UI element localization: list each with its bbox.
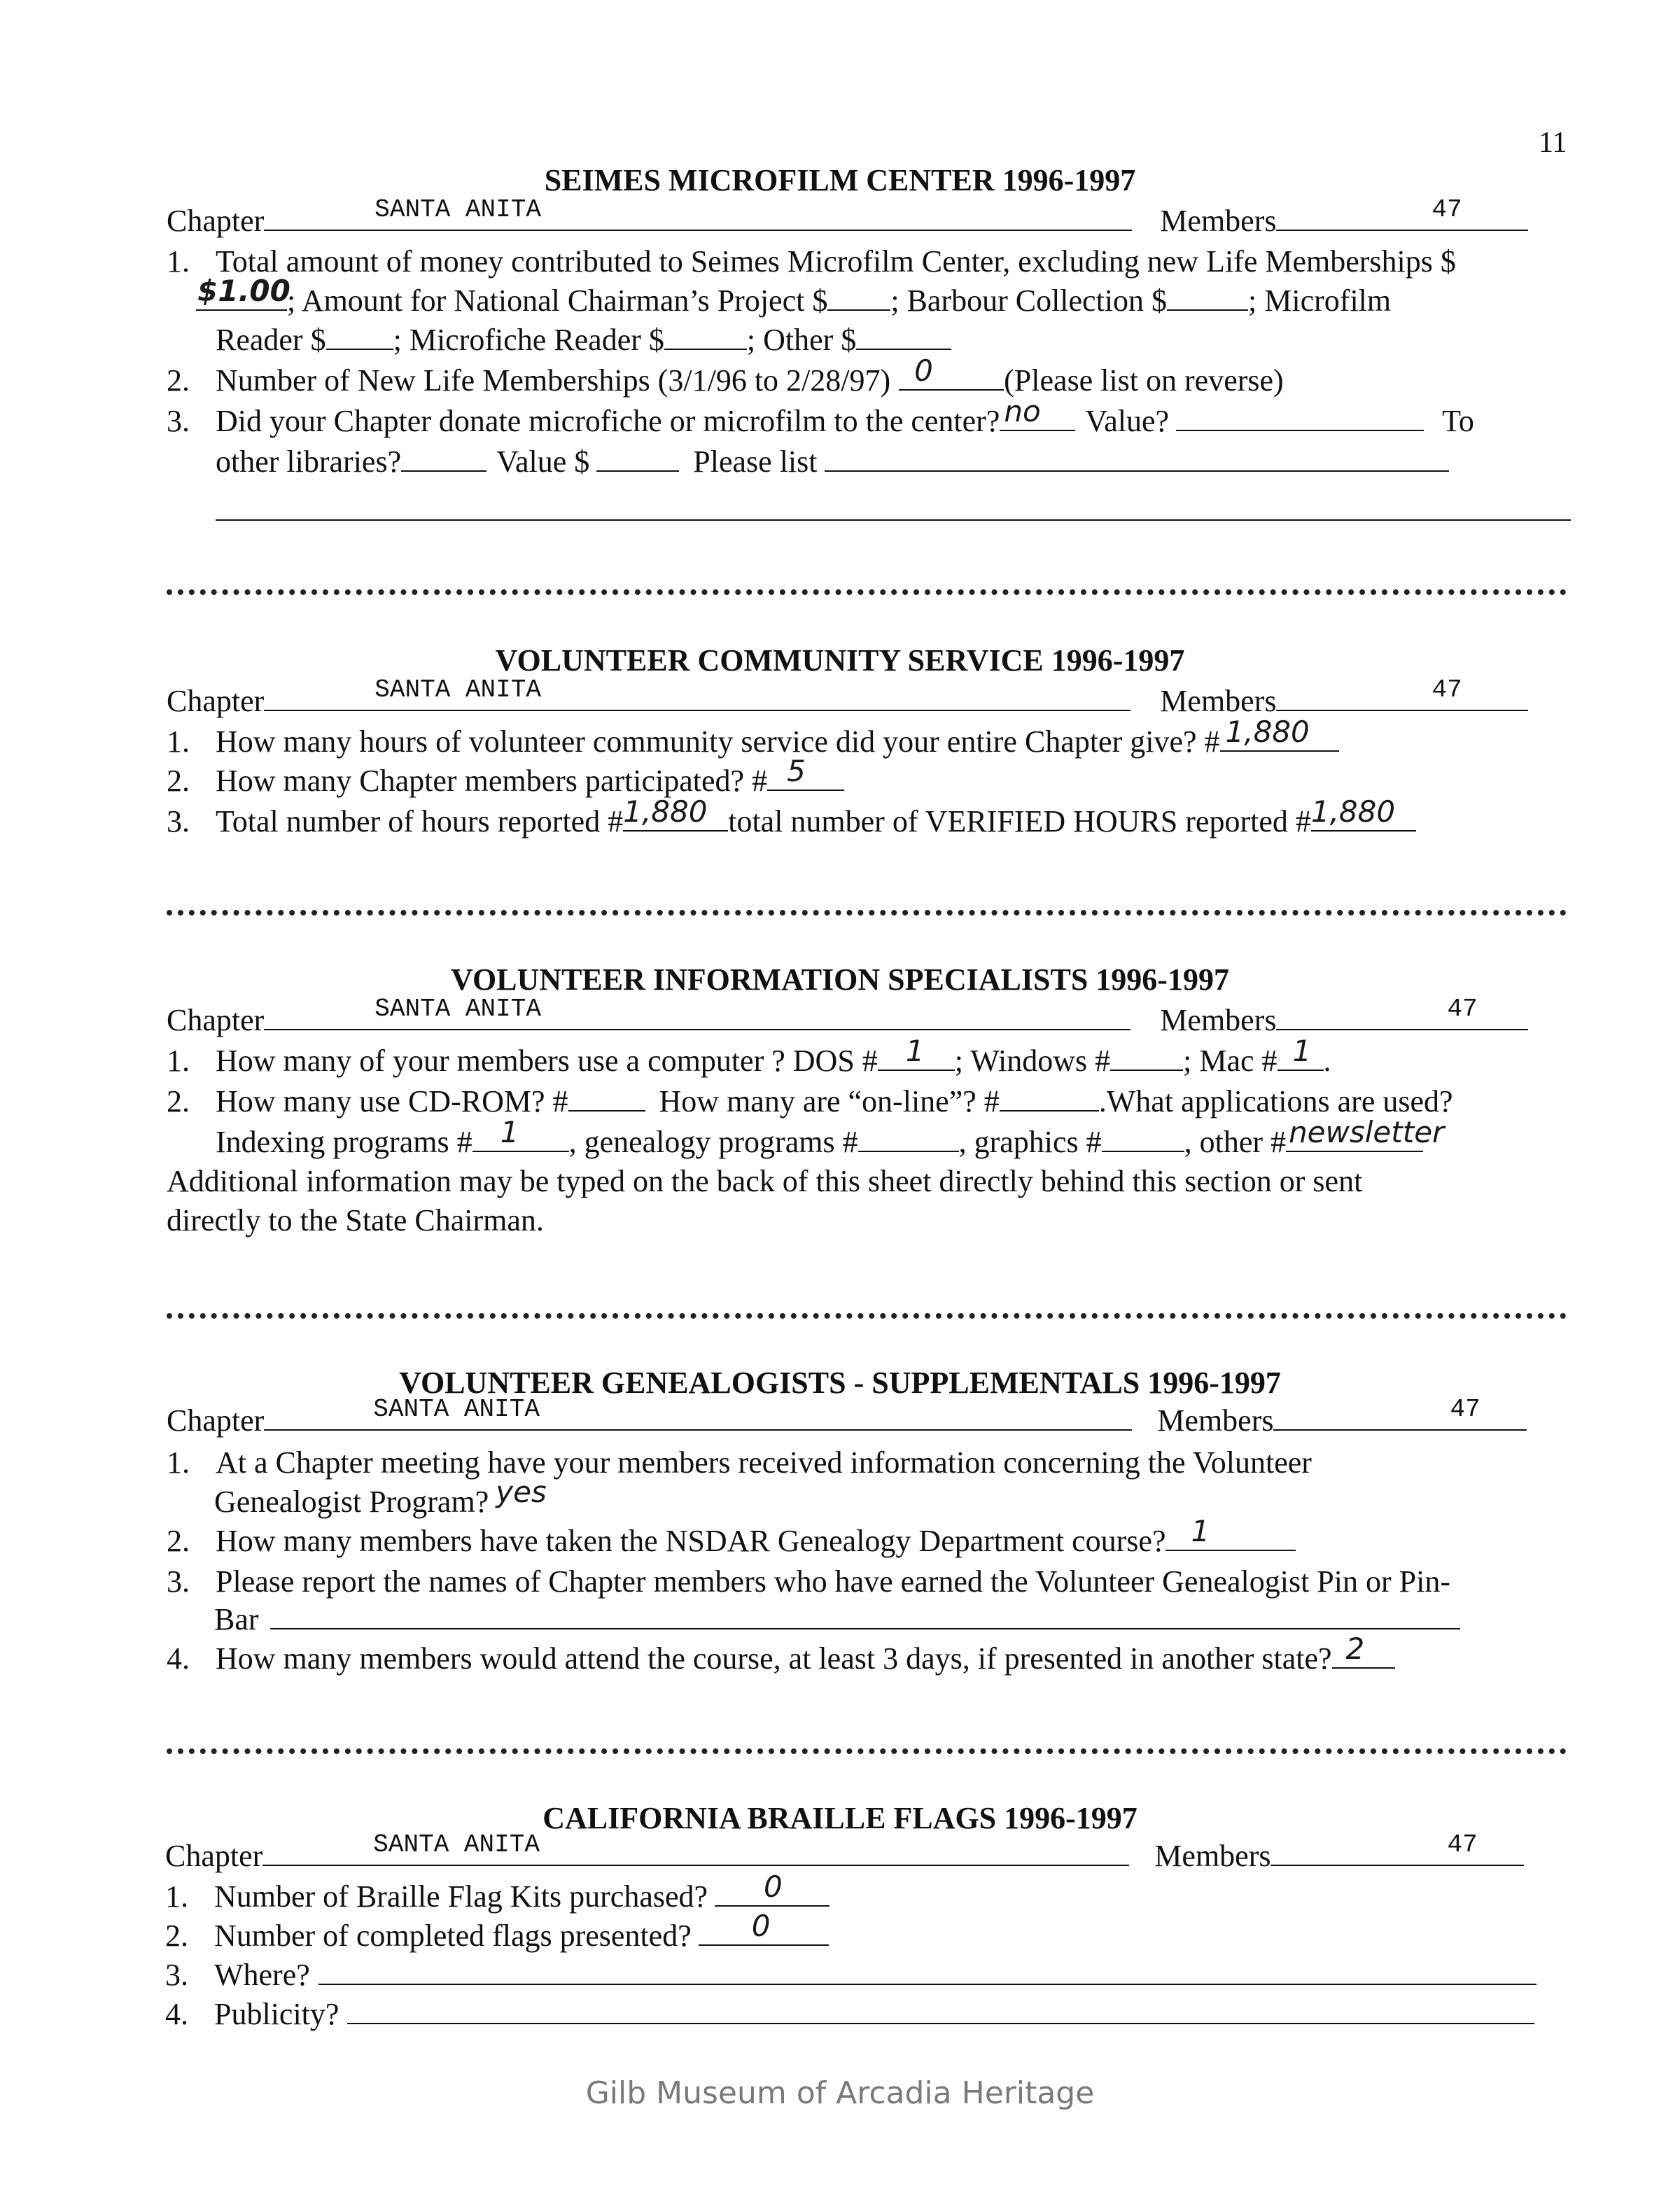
vcs-q1-answer: 1,880 <box>1225 715 1310 749</box>
vis-q1-line <box>167 1034 1331 1079</box>
vcs-q2-number: 2. <box>167 764 190 798</box>
vcs-q3-verified: 1,880 <box>1310 794 1396 829</box>
seimes-q1-line3 <box>216 322 951 358</box>
seimes-q2-line <box>167 353 1284 399</box>
vis-genealogy-label: , genealogy programs # <box>568 1125 858 1159</box>
vis-online-label: How many are “on-line”? # <box>659 1084 1000 1118</box>
cbf-where-field <box>318 1957 1536 1985</box>
cbf-q1-line <box>165 1870 830 1915</box>
seimes-q3-line2 <box>216 444 1449 480</box>
cbf-q3-line <box>165 1957 1536 1993</box>
vis-mac-field <box>1278 1034 1324 1071</box>
seimes-q1-reader-label: Reader $ <box>216 323 326 357</box>
vgs-q1-text: At a Chapter meeting have your members received information concerning the Volunteer <box>216 1445 1312 1480</box>
cbf-q1-text: Number of Braille Flag Kits purchased? <box>214 1879 708 1914</box>
seimes-fiche-field <box>664 322 747 350</box>
vis-dos-field <box>878 1034 955 1071</box>
seimes-q1-number: 1. <box>167 244 190 279</box>
chapter-name: SANTA ANITA <box>374 995 541 1023</box>
cbf-q1-number: 1. <box>165 1879 188 1914</box>
vcs-q3-number: 3. <box>167 804 190 839</box>
vis-indexing-count: 1 <box>500 1115 519 1149</box>
members-label: Members <box>1157 1403 1274 1438</box>
seimes-value2-field <box>596 444 679 472</box>
seimes-barbour-field <box>1167 283 1248 311</box>
vis-graphics-field <box>1102 1124 1184 1152</box>
members-field <box>1273 1395 1527 1431</box>
seimes-q3-field <box>1000 394 1075 431</box>
seimes-q1-barbour-label: ; Barbour Collection $ <box>890 283 1168 318</box>
chapter-name: SANTA ANITA <box>373 1830 540 1859</box>
chapter-label: Chapter <box>167 684 265 718</box>
members-field <box>1276 675 1528 711</box>
chapter-field <box>264 195 1132 231</box>
vgs-chapter-row <box>167 1395 1527 1439</box>
vcs-q1-number: 1. <box>167 724 190 759</box>
vis-chapter-row <box>167 995 1528 1039</box>
vis-note-1: Additional information may be typed on the back of this sheet directly behind this section or sent <box>167 1164 1363 1198</box>
vgs-q2-field <box>1166 1514 1296 1551</box>
chapter-field <box>264 995 1130 1030</box>
member-count: 47 <box>1432 675 1462 704</box>
vgs-q3-text: Please report the names of Chapter members who have earned the Volunteer Genealogist Pin or Pin- <box>216 1564 1450 1599</box>
vcs-q3-line <box>167 794 1416 840</box>
vcs-q3-total: 1,880 <box>623 794 708 829</box>
vgs-q3-number: 3. <box>167 1564 190 1599</box>
vgs-q2-text: How many members have taken the NSDAR Genealogy Department course? <box>216 1524 1166 1558</box>
vgs-q3-names-field <box>270 1601 1460 1629</box>
seimes-q1-text: Total amount of money contributed to Seimes Microfilm Center, excluding new Life Memberships $ <box>216 244 1456 279</box>
members-field <box>1270 1830 1524 1866</box>
vcs-title: VOLUNTEER COMMUNITY SERVICE 1996-1997 <box>495 643 1185 678</box>
seimes-q1-line1 <box>167 244 1456 280</box>
vgs-q4-number: 4. <box>167 1641 190 1676</box>
seimes-reader-field <box>326 322 393 350</box>
vis-note-2: directly to the State Chairman. <box>167 1203 544 1237</box>
section-divider-1 <box>167 582 1567 595</box>
vcs-q3-verified-field <box>1310 794 1416 832</box>
vis-windows-label: ; Windows # <box>954 1044 1111 1078</box>
vgs-q2-line <box>167 1514 1296 1559</box>
vcs-q2-text: How many Chapter members participated? # <box>216 764 768 798</box>
seimes-q1-national-label: ; Amount for National Chairman’s Project $ <box>287 283 828 318</box>
seimes-q2-answer: 0 <box>914 353 933 388</box>
seimes-q2-number: 2. <box>167 363 190 398</box>
chapter-field <box>264 675 1130 711</box>
chapter-name: SANTA ANITA <box>373 1395 540 1424</box>
vcs-q2-field <box>767 754 844 791</box>
chapter-label: Chapter <box>167 1403 265 1438</box>
member-count: 47 <box>1432 195 1462 224</box>
seimes-other-field <box>856 322 951 350</box>
chapter-label: Chapter <box>165 1839 263 1873</box>
members-label: Members <box>1154 1839 1271 1873</box>
chapter-field <box>262 1830 1129 1866</box>
cbf-q1-field <box>715 1870 830 1907</box>
vgs-title: VOLUNTEER GENEALOGISTS - SUPPLEMENTALS 1996-1997 <box>399 1366 1281 1400</box>
cbf-publicity-field <box>347 1996 1534 2024</box>
vis-other-answer: newsletter <box>1289 1115 1445 1149</box>
vgs-q4-text: How many members would attend the course, at least 3 days, if presented in another state? <box>216 1641 1332 1676</box>
museum-watermark-footer: Gilb Museum of Arcadia Heritage <box>585 2075 1095 2111</box>
cbf-q2-number: 2. <box>165 1919 188 1953</box>
cbf-q3-number: 3. <box>165 1958 188 1992</box>
vcs-q1-line <box>167 715 1339 760</box>
seimes-q2-text: Number of New Life Memberships (3/1/96 to 2/28/97) <box>216 363 891 398</box>
vis-q2-number: 2. <box>167 1084 190 1118</box>
vcs-q3-text: Total number of hours reported # <box>216 804 624 839</box>
member-count: 47 <box>1450 1395 1480 1424</box>
member-count: 47 <box>1447 1830 1478 1859</box>
seimes-q3-value-field <box>1176 403 1424 431</box>
chapter-field <box>264 1395 1132 1431</box>
vgs-q1-answer: yes <box>496 1475 547 1509</box>
vis-mac-label: ; Mac # <box>1183 1044 1278 1078</box>
seimes-q3-text: Did your Chapter donate microfiche or microfilm to the center? <box>216 404 1000 438</box>
vis-mac-count: 1 <box>1292 1034 1312 1068</box>
vis-q1-text: How many of your members use a computer ? DOS # <box>216 1044 878 1078</box>
seimes-q3-number: 3. <box>167 404 190 438</box>
seimes-q1-amount-field <box>196 274 290 311</box>
chapter-label: Chapter <box>167 1003 265 1037</box>
cbf-chapter-row <box>165 1830 1524 1874</box>
vis-title: VOLUNTEER INFORMATION SPECIALISTS 1996-1997 <box>451 962 1229 997</box>
seimes-q1-amount: $1.00 <box>197 274 290 308</box>
vis-q2-line2 <box>216 1115 1445 1160</box>
cbf-q2-answer: 0 <box>751 1909 771 1943</box>
members-field <box>1276 995 1528 1030</box>
vis-graphics-label: , graphics # <box>958 1125 1102 1159</box>
vcs-q3-total-field <box>623 794 728 832</box>
vgs-q1-line2 <box>214 1475 573 1520</box>
vgs-q3-line2 <box>214 1601 1460 1638</box>
vis-other-label: , other # <box>1184 1125 1287 1159</box>
seimes-libraries-field <box>401 444 486 472</box>
cbf-q4-line <box>165 1996 1534 2033</box>
vis-q1-period: . <box>1323 1044 1331 1078</box>
cbf-title: CALIFORNIA BRAILLE FLAGS 1996-1997 <box>542 1801 1138 1835</box>
vis-indexing-label: Indexing programs # <box>216 1125 472 1159</box>
cbf-q2-text: Number of completed flags presented? <box>214 1919 692 1953</box>
vis-q1-number: 1. <box>167 1044 190 1078</box>
seimes-q1-line2 <box>196 274 1392 319</box>
vis-genealogy-field <box>858 1124 959 1152</box>
members-label: Members <box>1160 684 1277 718</box>
seimes-q3-list-label: Please list <box>693 444 818 479</box>
vgs-q2-number: 2. <box>167 1524 190 1558</box>
members-field <box>1276 195 1528 231</box>
seimes-q3-libraries-label: other libraries? <box>216 444 402 479</box>
cbf-q4-number: 4. <box>165 1997 188 2031</box>
vcs-q2-answer: 5 <box>787 754 806 788</box>
seimes-q3-value2-label: Value $ <box>496 444 590 479</box>
members-label: Members <box>1160 204 1277 238</box>
section-divider-2 <box>167 903 1567 916</box>
vcs-chapter-row <box>167 675 1528 720</box>
vis-windows-field <box>1110 1043 1183 1071</box>
vis-q2-line1 <box>167 1084 1453 1120</box>
vcs-q1-text: How many hours of volunteer community service did your entire Chapter give? # <box>216 724 1220 759</box>
vis-cdrom-label: How many use CD-ROM? # <box>216 1084 568 1118</box>
vis-online-field <box>1000 1084 1099 1111</box>
vcs-q1-field <box>1220 715 1339 752</box>
vgs-q1-field <box>489 1475 573 1512</box>
cbf-q3-text: Where? <box>214 1958 310 1992</box>
seimes-title: SEIMES MICROFILM CENTER 1996-1997 <box>544 163 1136 197</box>
vgs-q4-field <box>1332 1632 1395 1669</box>
vgs-q3-line1 <box>167 1564 1450 1600</box>
vgs-q2-answer: 1 <box>1191 1514 1210 1548</box>
vgs-q4-answer: 2 <box>1345 1632 1365 1666</box>
seimes-q3-answer: no <box>1004 394 1041 428</box>
members-label: Members <box>1160 1003 1277 1037</box>
vis-applications-label: .What applications are used? <box>1098 1084 1453 1118</box>
seimes-q3-value-label: Value? <box>1085 404 1170 438</box>
vgs-q3-bar-label: Bar <box>214 1602 259 1636</box>
vis-dos-count: 1 <box>905 1034 925 1068</box>
seimes-q1-fiche-label: ; Microfiche Reader $ <box>393 323 664 357</box>
seimes-q2-note: (Please list on reverse) <box>1004 363 1284 398</box>
chapter-name: SANTA ANITA <box>374 675 541 704</box>
vis-indexing-field <box>472 1115 569 1152</box>
cbf-q4-text: Publicity? <box>214 1997 340 2031</box>
cbf-q2-line <box>165 1909 829 1954</box>
vgs-q1-program-label: Genealogist Program? <box>214 1485 489 1519</box>
member-count: 47 <box>1447 995 1478 1023</box>
vcs-q3-verified-label: total number of VERIFIED HOURS reported # <box>728 804 1311 839</box>
section-divider-4 <box>167 1741 1567 1754</box>
seimes-list-continuation-rule <box>216 519 1571 521</box>
vgs-q4-line <box>167 1632 1395 1677</box>
seimes-national-field <box>827 283 890 311</box>
seimes-chapter-row <box>167 195 1528 239</box>
seimes-q2-field <box>899 353 1004 391</box>
cbf-q1-answer: 0 <box>764 1870 783 1904</box>
chapter-name: SANTA ANITA <box>374 195 541 224</box>
vis-other-field <box>1286 1115 1445 1152</box>
vgs-q1-line1 <box>167 1445 1312 1481</box>
chapter-label: Chapter <box>167 204 265 238</box>
page-number: 11 <box>1539 127 1567 159</box>
vis-cdrom-field <box>568 1084 645 1111</box>
seimes-q3-line1 <box>167 394 1474 440</box>
vcs-q2-line <box>167 754 844 799</box>
seimes-q1-microfilm-label: ; Microfilm <box>1248 283 1392 318</box>
cbf-q2-field <box>699 1909 829 1946</box>
vgs-q1-number: 1. <box>167 1445 190 1480</box>
seimes-q3-to-label: To <box>1442 404 1474 438</box>
section-divider-3 <box>167 1306 1567 1319</box>
seimes-q1-other-label: ; Other $ <box>746 323 857 357</box>
seimes-list-field <box>825 444 1449 472</box>
